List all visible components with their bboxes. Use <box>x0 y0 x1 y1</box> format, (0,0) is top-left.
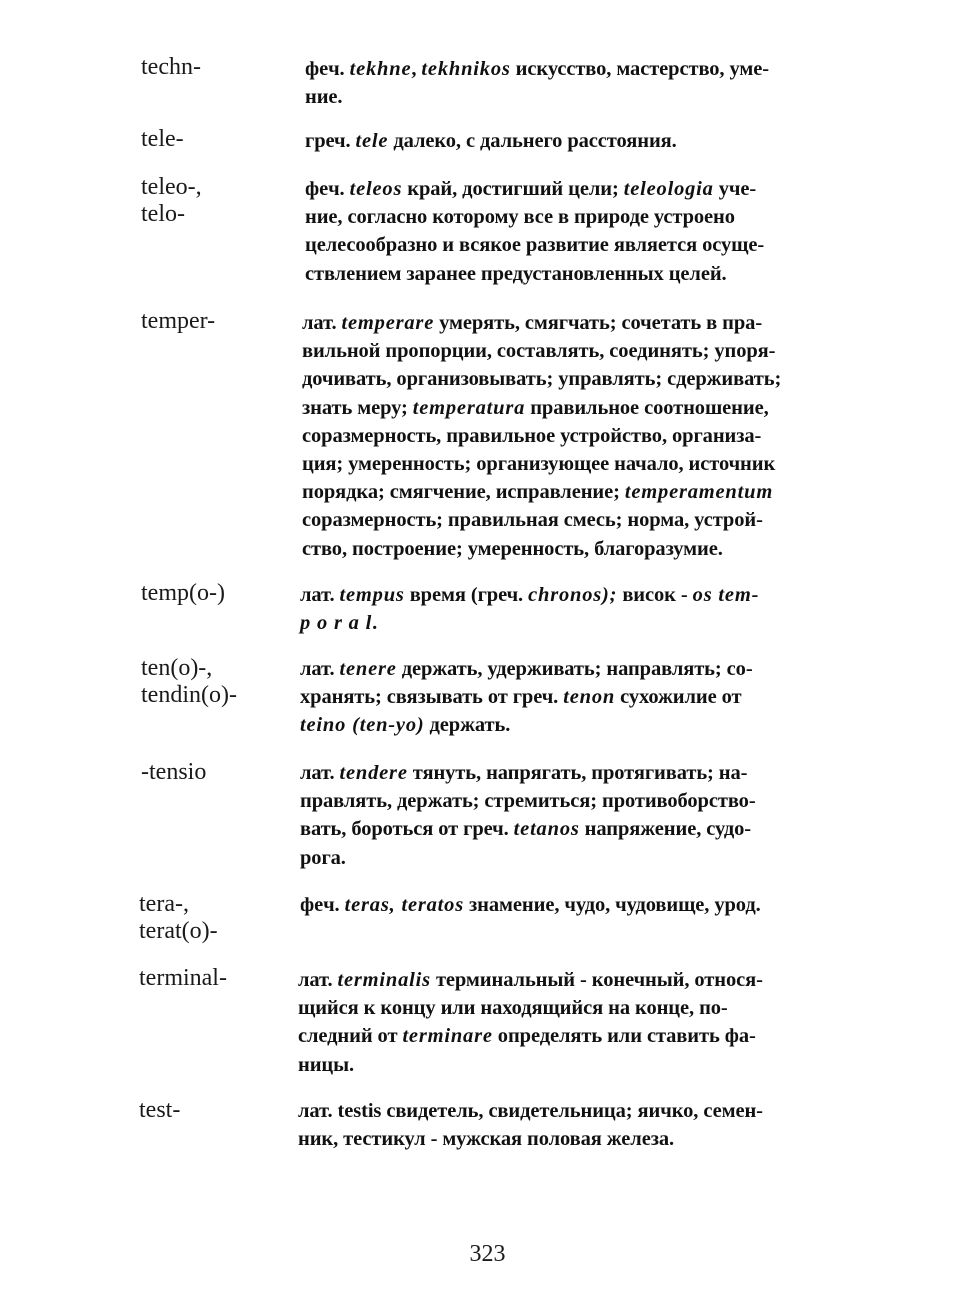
def-line: лат. tempus время (греч. chronos); висок - os tem- <box>300 584 760 606</box>
term-line: temper- <box>141 308 216 334</box>
entry-term <box>141 308 291 335</box>
def-line: знать меру; temperatura правильное соотношение, <box>302 396 769 419</box>
def-line: ство, построение; умеренность, благоразумие. <box>302 537 723 560</box>
def-line: рога. <box>300 846 346 869</box>
page-number: 323 <box>469 1241 506 1267</box>
def-line: соразмерность, правильное устройство, организа- <box>302 424 762 447</box>
term-line: tele- <box>141 126 184 152</box>
def-line: порядка; смягчение, исправление; temperamentum <box>302 481 774 504</box>
term-line: temp(o-) <box>141 580 225 606</box>
term-line: ten(o)-, <box>141 655 213 681</box>
def-line: ствлением заранее предустановленных целей. <box>305 262 727 285</box>
def-line: хранять; связывать от греч. tenon сухожилие от <box>300 686 742 709</box>
entry-term <box>141 759 291 786</box>
entry-term <box>141 174 291 228</box>
term-line: -tensio <box>141 759 207 785</box>
term-line: terminal- <box>139 965 227 991</box>
entry-definition <box>305 127 845 155</box>
entry-definition <box>298 966 838 1079</box>
entry-definition <box>305 55 845 111</box>
term-line: techn- <box>141 54 201 80</box>
entry-term <box>141 126 291 153</box>
def-line: teino (ten-yo) держать. <box>300 714 511 737</box>
def-line: фeч. teras, teratos знамение, чудо, чудовище, урод. <box>300 894 761 916</box>
def-line: лат. terminalis терминальный - конечный, относя- <box>298 969 763 991</box>
def-line: лат. temperare умерять, смягчать; сочетать в пра- <box>302 312 763 334</box>
def-line: ние, согласно которому все в природе устроено <box>305 206 735 229</box>
entry-definition <box>298 1097 838 1153</box>
term-line: teleo-, <box>141 174 202 200</box>
entry-term <box>141 54 291 81</box>
def-line: ция; умеренность; организующее начало, источник <box>302 453 776 476</box>
term-line: terat(o)- <box>139 918 218 944</box>
def-line: ние. <box>305 86 343 109</box>
def-line: греч. tele далеко, с дальнего расстояния. <box>305 130 677 152</box>
def-line: дочивать, организовывать; управлять; сдерживать; <box>302 368 782 391</box>
def-line: следний от terminare определять или ставить фа- <box>298 1025 756 1048</box>
def-line: ницы. <box>298 1053 355 1076</box>
def-line: лат. tendere тянуть, напрягать, протягивать; на- <box>300 762 748 784</box>
def-line: щийся к концу или находящийся на конце, по- <box>298 997 728 1020</box>
def-line: p o r a l. <box>300 612 378 635</box>
def-line: фeч. teleos край, достигший цели; teleologia уче- <box>305 178 757 200</box>
def-line: фeч. tekhne, tekhnikos искусство, мастерство, уме- <box>305 58 769 80</box>
entry-definition <box>305 175 845 288</box>
entry-definition <box>300 891 840 919</box>
term-line: telo- <box>141 201 185 227</box>
entry-definition <box>300 759 840 872</box>
entry-definition <box>300 581 840 637</box>
entry-term <box>139 965 289 992</box>
def-line: лат. tenere держать, удерживать; направлять; со- <box>300 658 753 680</box>
term-line: tendin(o)- <box>141 682 237 708</box>
def-line: правлять, держать; стремиться; противоборство- <box>300 790 756 813</box>
entry-definition <box>302 309 842 563</box>
def-line: соразмерность; правильная смесь; норма, устрой- <box>302 509 763 532</box>
term-line: test- <box>139 1097 181 1123</box>
def-line: вать, бороться от греч. tetanos напряжение, судо- <box>300 818 751 841</box>
entry-term <box>141 655 291 709</box>
def-line: ник, тестикул - мужская половая железа. <box>298 1128 675 1151</box>
entry-term <box>139 891 289 945</box>
term-line: tera-, <box>139 891 189 917</box>
entry-term <box>139 1097 289 1124</box>
def-line: лат. testis свидетель, свидетельница; яичко, семен- <box>298 1100 763 1122</box>
entry-term <box>141 580 291 607</box>
def-line: целесообразно и всякое развитие является осуще- <box>305 234 765 257</box>
def-line: вильной пропорции, составлять, соединять; упоря- <box>302 340 776 363</box>
entry-definition <box>300 655 840 740</box>
